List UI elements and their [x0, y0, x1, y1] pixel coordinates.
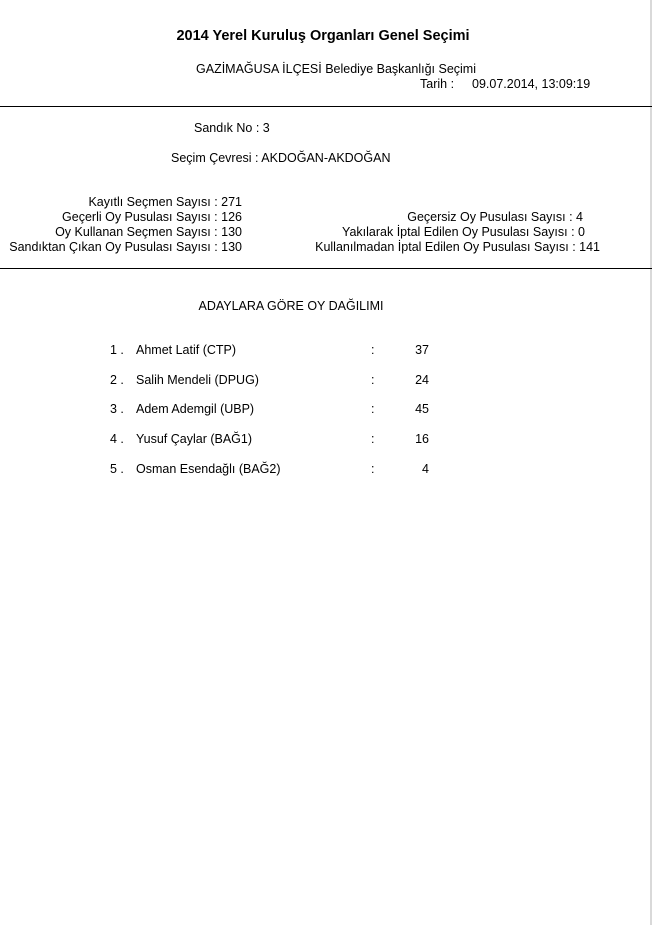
separator: :	[371, 343, 375, 357]
election-district: Seçim Çevresi : AKDOĞAN-AKDOĞAN	[171, 151, 391, 165]
stat-registered-voters: Kayıtlı Seçmen Sayısı : 271	[88, 195, 242, 209]
separator: :	[371, 432, 375, 446]
separator: :	[371, 462, 375, 476]
divider	[0, 268, 652, 269]
candidate-votes: 24	[415, 373, 429, 387]
page-subtitle: GAZİMAĞUSA İLÇESİ Belediye Başkanlığı Seçimi	[196, 62, 476, 76]
candidate-votes: 4	[422, 462, 429, 476]
divider	[0, 106, 652, 107]
candidate-name: Yusuf Çaylar (BAĞ1)	[136, 432, 253, 446]
stat-ballots-from-box: Sandıktan Çıkan Oy Pusulası Sayısı : 130	[9, 240, 242, 254]
candidate-votes: 16	[415, 432, 429, 446]
results-title: ADAYLARA GÖRE OY DAĞILIMI	[198, 299, 384, 313]
separator: :	[371, 402, 375, 416]
candidate-name: Ahmet Latif (CTP)	[136, 343, 237, 357]
report-date	[420, 77, 590, 91]
candidate-number: 2 .	[110, 373, 124, 387]
candidate-row	[0, 462, 652, 480]
candidate-row	[0, 432, 652, 450]
candidate-row	[0, 402, 652, 420]
candidate-number: 5 .	[110, 462, 124, 476]
stat-valid-ballots: Geçerli Oy Pusulası Sayısı : 126	[62, 210, 242, 224]
candidate-row	[0, 373, 652, 391]
date-label: Tarih :	[420, 77, 455, 91]
page-title: 2014 Yerel Kuruluş Organları Genel Seçimi	[176, 28, 470, 44]
candidate-number: 1 .	[110, 343, 124, 357]
candidate-row	[0, 343, 652, 361]
ballot-box-number: Sandık No : 3	[194, 121, 270, 135]
stat-invalid-ballots: Geçersiz Oy Pusulası Sayısı : 4	[407, 210, 583, 224]
candidate-name: Salih Mendeli (DPUG)	[136, 373, 259, 387]
separator: :	[371, 373, 375, 387]
candidate-number: 4 .	[110, 432, 124, 446]
candidate-name: Adem Ademgil (UBP)	[136, 402, 255, 416]
stat-unused-cancelled-ballots: Kullanılmadan İptal Edilen Oy Pusulası Sayısı : 141	[315, 240, 600, 254]
date-value: 09.07.2014, 13:09:19	[472, 77, 591, 91]
stat-voters-voted: Oy Kullanan Seçmen Sayısı : 130	[55, 225, 242, 239]
stat-burned-ballots: Yakılarak İptal Edilen Oy Pusulası Sayısı : 0	[342, 225, 585, 239]
candidate-votes: 45	[415, 402, 429, 416]
candidate-name: Osman Esendağlı (BAĞ2)	[136, 462, 281, 476]
candidate-number: 3 .	[110, 402, 124, 416]
candidate-votes: 37	[415, 343, 429, 357]
